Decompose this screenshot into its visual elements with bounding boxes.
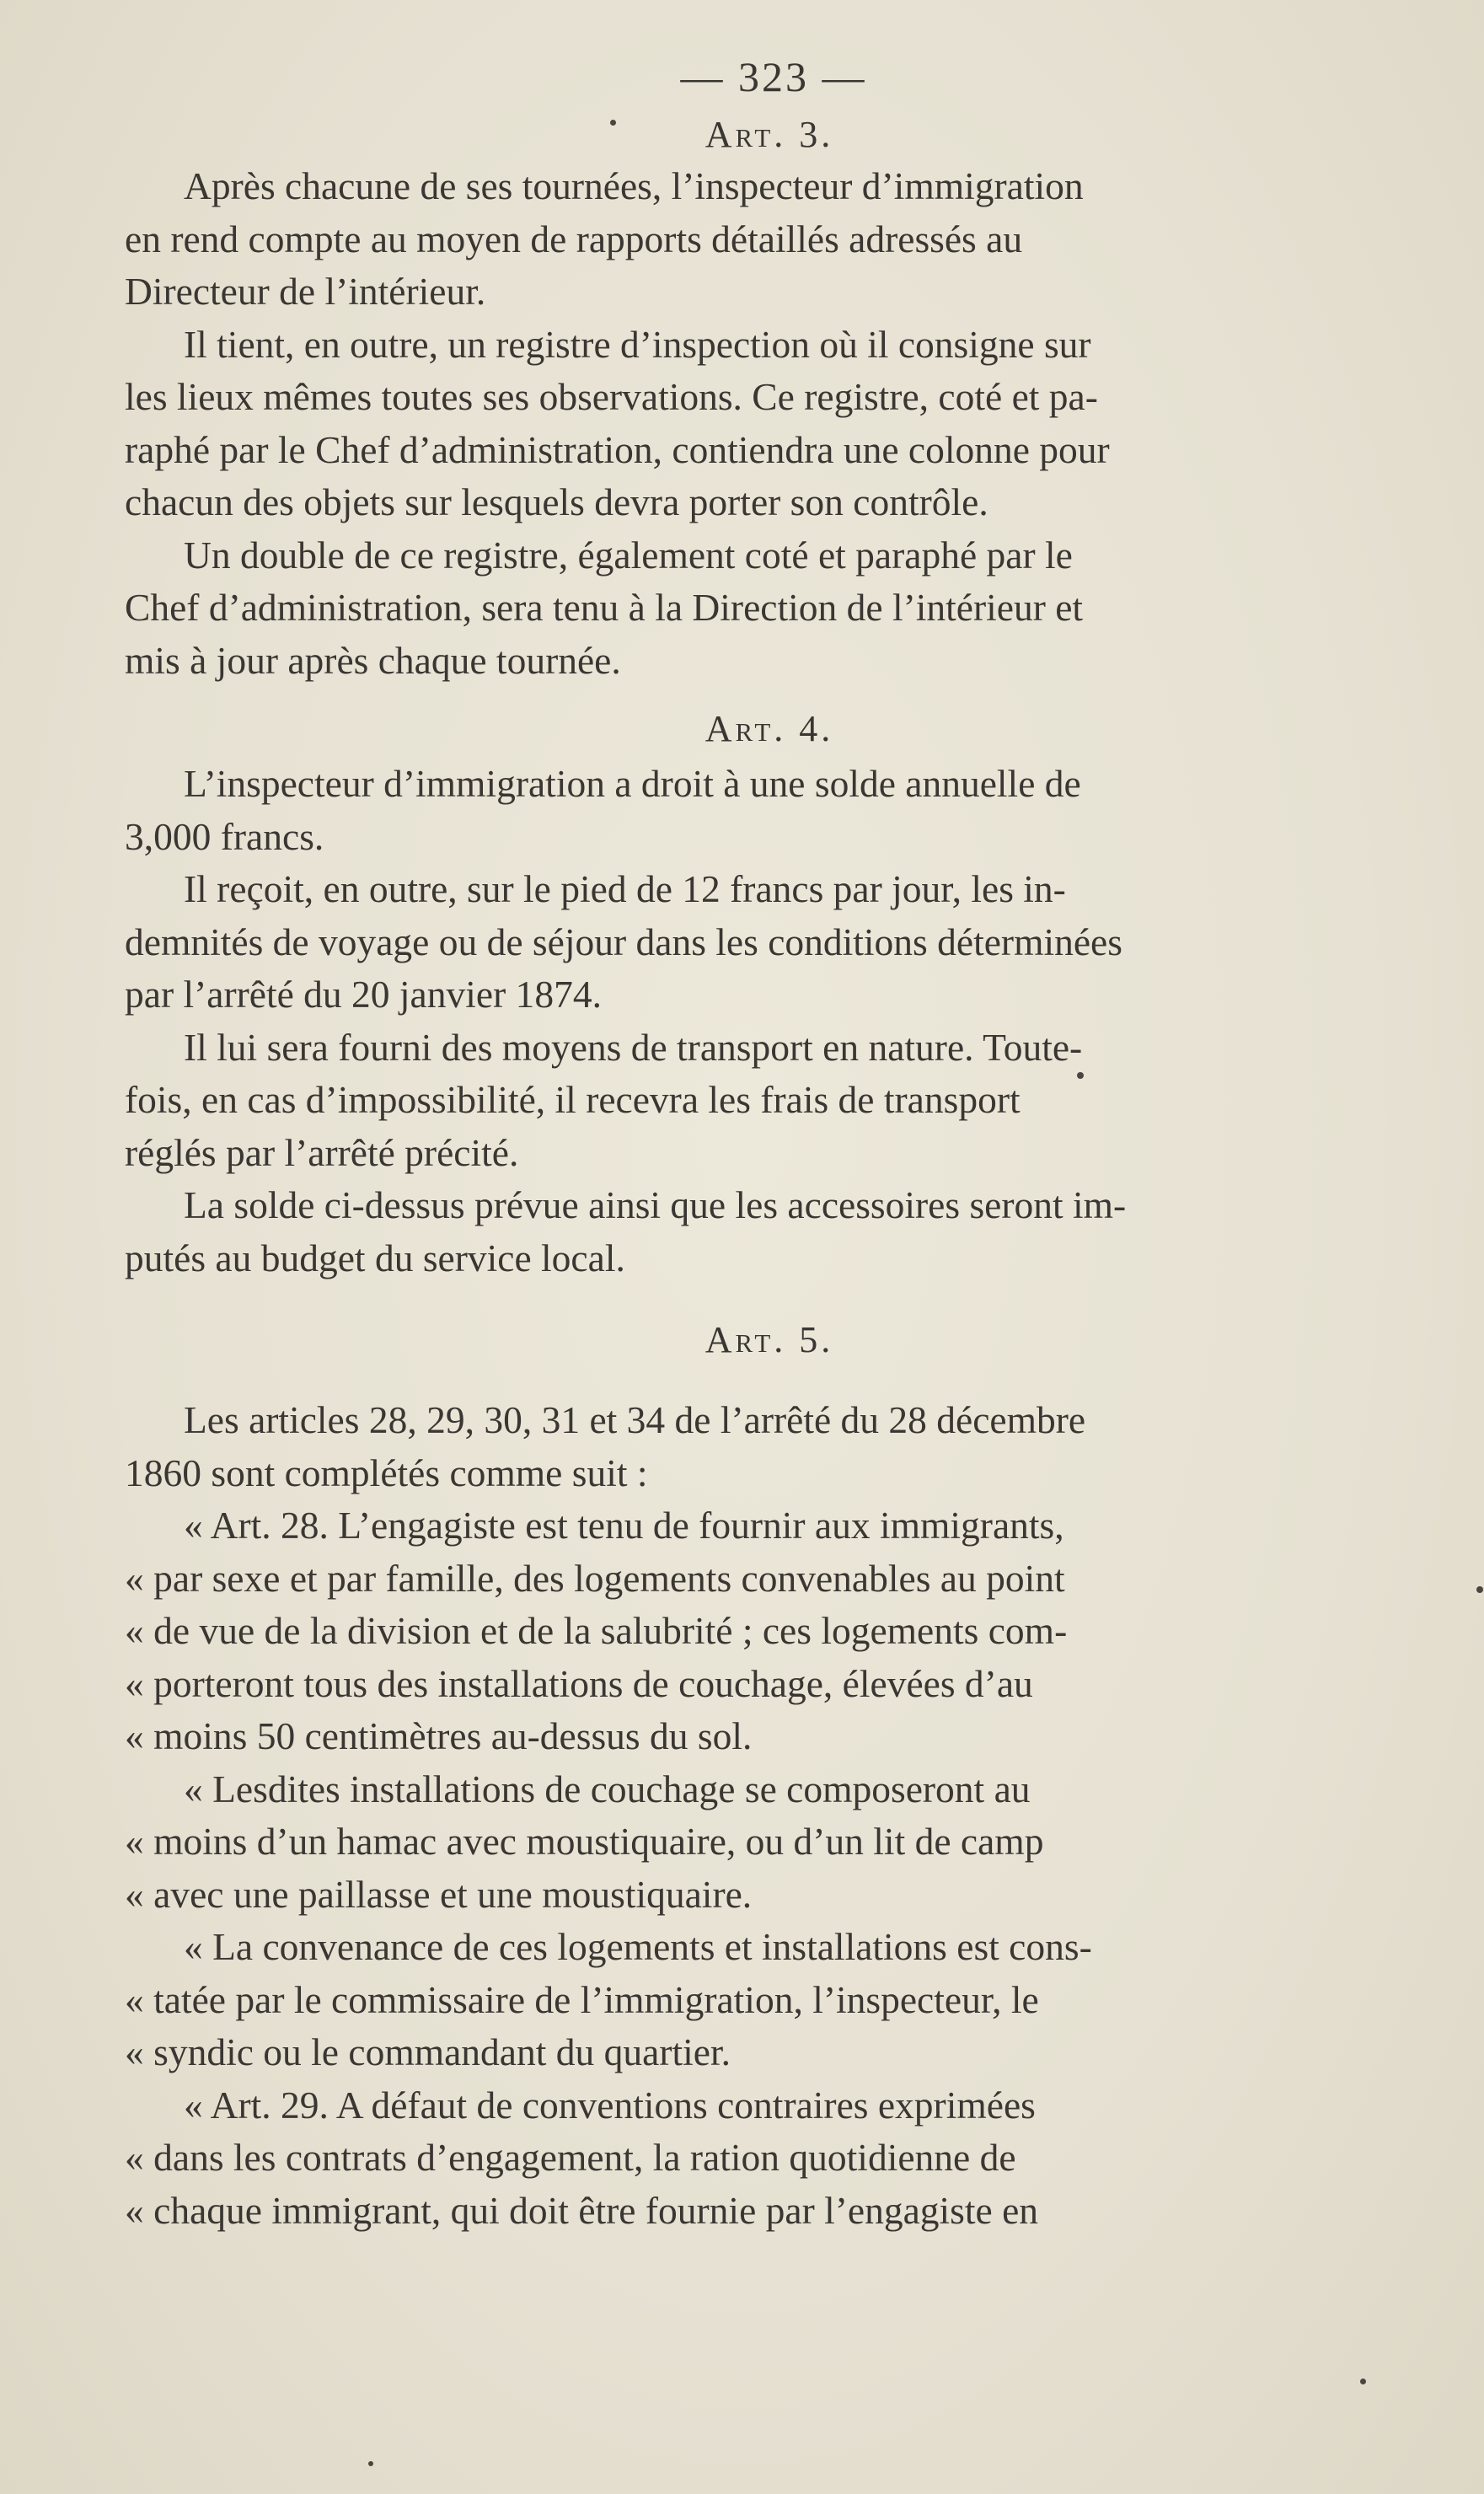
text-line: « syndic ou le commandant du quartier. bbox=[125, 2030, 731, 2073]
text-line: « Art. 29. A défaut de conventions contraires exprimées bbox=[184, 2083, 1036, 2127]
text-line: « Art. 28. L’engagiste est tenu de fournir aux immigrants, bbox=[184, 1504, 1064, 1547]
text-line: mis à jour après chaque tournée. bbox=[125, 638, 621, 682]
article-heading: Art. 5. bbox=[704, 1319, 834, 1360]
text-line: Il lui sera fourni des moyens de transport en nature. Toute- bbox=[184, 1025, 1083, 1069]
text-line: 1860 sont complétés comme suit : bbox=[125, 1451, 648, 1494]
text-column bbox=[125, 47, 1414, 2237]
text-line: demnités de voyage ou de séjour dans les conditions déterminées bbox=[125, 920, 1122, 963]
text-line: « moins d’un hamac avec moustiquaire, ou d’un lit de camp bbox=[125, 1820, 1044, 1863]
text-line: L’inspecteur d’immigration a droit à une solde annuelle de bbox=[184, 762, 1081, 805]
text-line: 3,000 francs. bbox=[125, 814, 324, 858]
text-line: « par sexe et par famille, des logements convenables au point bbox=[125, 1556, 1065, 1600]
text-line: fois, en cas d’impossibilité, il recevra les frais de transport bbox=[125, 1078, 1021, 1121]
quoted-paragraph bbox=[125, 1763, 1414, 1922]
text-line: Chef d’administration, sera tenu à la Direction de l’intérieur et bbox=[125, 586, 1084, 629]
text-line: chacun des objets sur lesquels devra porter son contrôle. bbox=[125, 480, 988, 523]
paragraph bbox=[125, 160, 1414, 319]
text-line: Après chacune de ses tournées, l’inspecteur d’immigration bbox=[184, 164, 1084, 207]
paragraph bbox=[125, 529, 1414, 688]
text-line: Il reçoit, en outre, sur le pied de 12 francs par jour, les in- bbox=[184, 867, 1066, 910]
text-line: « Lesdites installations de couchage se composeront au bbox=[184, 1767, 1031, 1810]
text-line: Les articles 28, 29, 30, 31 et 34 de l’arrêté du 28 décembre bbox=[184, 1398, 1086, 1441]
text-line: putés au budget du service local. bbox=[125, 1236, 625, 1279]
paragraph bbox=[125, 1022, 1414, 1180]
ink-speck bbox=[1476, 1586, 1483, 1593]
text-line: « avec une paillasse et une moustiquaire. bbox=[125, 1872, 753, 1916]
paragraph bbox=[125, 863, 1414, 1022]
ink-speck bbox=[368, 2461, 373, 2466]
text-line: en rend compte au moyen de rapports détaillés adressés au bbox=[125, 217, 1023, 260]
text-line: « tatée par le commissaire de l’immigration, l’inspecteur, le bbox=[125, 1977, 1039, 2021]
text-line: Directeur de l’intérieur. bbox=[125, 270, 486, 313]
text-line: Un double de ce registre, également coté et paraphé par le bbox=[184, 533, 1073, 577]
paragraph bbox=[125, 758, 1414, 863]
text-line: par l’arrêté du 20 janvier 1874. bbox=[125, 973, 602, 1016]
text-line: La solde ci-dessus prévue ainsi que les accessoires seront im- bbox=[184, 1183, 1127, 1226]
quoted-paragraph bbox=[125, 1921, 1414, 2079]
article-heading: Art. 4. bbox=[704, 708, 834, 749]
text-line: « moins 50 centimètres au-dessus du sol. bbox=[125, 1714, 753, 1757]
text-line: « dans les contrats d’engagement, la ration quotidienne de bbox=[125, 2136, 1016, 2179]
text-line: les lieux mêmes toutes ses observations. Ce registre, coté et pa- bbox=[125, 375, 1098, 418]
paragraph bbox=[125, 319, 1414, 529]
text-line: réglés par l’arrêté précité. bbox=[125, 1130, 519, 1174]
article-heading: Art. 3. bbox=[704, 114, 834, 155]
text-line: « de vue de la division et de la salubrité ; ces logements com- bbox=[125, 1609, 1068, 1652]
text-line: « porteront tous des installations de couchage, élevées d’au bbox=[125, 1661, 1033, 1705]
quoted-paragraph bbox=[125, 1499, 1414, 1763]
page-number: — 323 — bbox=[680, 53, 867, 100]
quoted-paragraph bbox=[125, 2079, 1414, 2238]
text-line: Il tient, en outre, un registre d’inspection où il consigne sur bbox=[184, 322, 1091, 366]
paragraph bbox=[125, 1179, 1414, 1285]
paragraph bbox=[125, 1394, 1414, 1499]
text-line: « chaque immigrant, qui doit être fournie par l’engagiste en bbox=[125, 2188, 1039, 2232]
text-line: raphé par le Chef d’administration, contiendra une colonne pour bbox=[125, 427, 1110, 471]
text-line: « La convenance de ces logements et installations est cons- bbox=[184, 1925, 1092, 1968]
ink-speck bbox=[1360, 2379, 1366, 2384]
